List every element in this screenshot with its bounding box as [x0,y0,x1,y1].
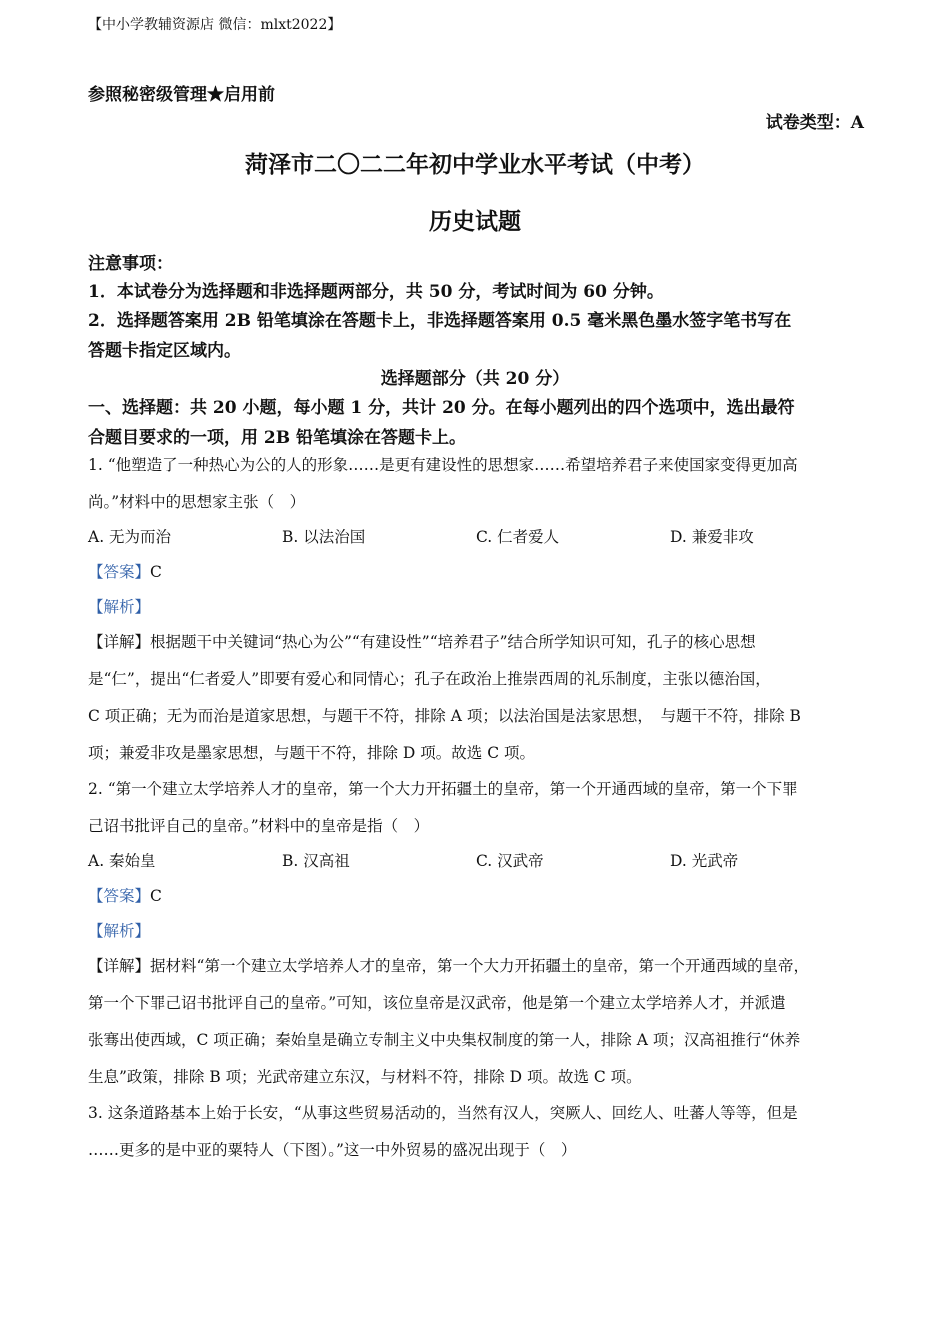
q2-answer-tag: 【答案】 [88,887,151,905]
q2-detail-line3: 张骞出使西域，C 项正确；秦始皇是确立专制主义中央集权制度的第一人，排除 A 项；汉高祖推行“休养 [88,1031,801,1049]
q1-detail-line3: C 项正确；无为而治是道家思想，与题干不符，排除 A 项；以法治国是法家思想， 与题干不符，排除 B [88,707,801,725]
q3-stem-line1: 3. 这条道路基本上始于长安，“从事这些贸易活动的，当然有汉人，突厥人、回纥人、吐蕃人等等，但是 [88,1104,798,1122]
notice-item-2-line2: 答题卡指定区域内。 [88,341,241,361]
q1-detail-line2: 是“仁”，提出“仁者爱人”即要有爱心和同情心；孔子在政治上推崇西周的礼乐制度，主张以德治国， [88,670,771,688]
exam-subtitle: 历史试题 [429,208,521,235]
q1-detail-line4: 项；兼爱非攻是墨家思想，与题干不符，排除 D 项。故选 C 项。 [88,744,535,762]
q2-detail-tag: 【详解】 [88,957,151,975]
q1-answer-value: C [150,563,162,581]
exam-title: 菏泽市二〇二二年初中学业水平考试（中考） [245,151,705,178]
q2-analysis-tag: 【解析】 [88,922,151,940]
q2-option-a: A. 秦始皇 [88,852,156,870]
q2-answer-value: C [150,887,162,905]
q1-analysis-tag: 【解析】 [88,598,151,616]
q3-stem-line2: ……更多的是中亚的粟特人（下图）。”这一中外贸易的盛况出现于（ ） [88,1141,577,1159]
notice-heading: 注意事项： [88,254,173,274]
q1-stem-line1: 1. “他塑造了一种热心为公的人的形象……是更有建设性的思想家……希望培养君子来使国家变得更加高 [88,456,798,474]
q2-detail-line2: 第一个下罪己诏书批评自己的皇帝。”可知，该位皇帝是汉武帝，他是第一个建立太学培养人才，并派遣 [88,994,786,1012]
paper-type: 试卷类型：A [765,113,864,133]
q1-answer [88,560,162,582]
q1-option-b: B. 以法治国 [282,528,366,546]
q2-option-d: D. 光武帝 [670,852,739,870]
q1-option-d: D. 兼爱非攻 [670,528,754,546]
q1-answer-tag: 【答案】 [88,563,151,581]
q1-detail-text1: 根据题干中关键词“热心为公”“有建设性”“培养君子”结合所学知识可知，孔子的核心思想 [150,633,756,651]
q2-detail-text1: 据材料“第一个建立太学培养人才的皇帝，第一个大力开拓疆土的皇帝，第一个开通西域的皇帝， [150,957,809,975]
q1-stem-line2: 尚。”材料中的思想家主张（ ） [88,493,306,511]
q2-detail-line1 [88,954,809,976]
notice-item-1: 1．本试卷分为选择题和非选择题两部分，共 50 分，考试时间为 60 分钟。 [88,282,664,302]
instructions-line2: 合题目要求的一项，用 2B 铅笔填涂在答题卡上。 [88,428,467,448]
notice-item-2-line1: 2．选择题答案用 2B 铅笔填涂在答题卡上，非选择题答案用 0.5 毫米黑色墨水签字笔书写在 [88,311,792,331]
q2-option-b: B. 汉高祖 [282,852,350,870]
q2-answer [88,884,162,906]
page-header: 【中小学教辅资源店 微信：mlxt2022】 [88,17,342,33]
q1-option-a: A. 无为而治 [88,528,172,546]
q1-option-c: C. 仁者爱人 [476,528,560,546]
q2-stem-line1: 2. “第一个建立太学培养人才的皇帝，第一个大力开拓疆土的皇帝，第一个开通西域的皇帝，第一个下罪 [88,780,798,798]
q1-detail-line1 [88,630,756,652]
q2-option-c: C. 汉武帝 [476,852,544,870]
section-title: 选择题部分（共 20 分） [380,369,570,389]
q2-stem-line2: 己诏书批评自己的皇帝。”材料中的皇帝是指（ ） [88,817,430,835]
secret-level-line: 参照秘密级管理★启用前 [88,85,275,105]
q1-detail-tag: 【详解】 [88,633,151,651]
q2-detail-line4: 生息”政策，排除 B 项；光武帝建立东汉，与材料不符，排除 D 项。故选 C 项。 [88,1068,642,1086]
instructions-line1: 一、选择题：共 20 小题，每小题 1 分，共计 20 分。在每小题列出的四个选项中，选出最符 [88,398,795,418]
